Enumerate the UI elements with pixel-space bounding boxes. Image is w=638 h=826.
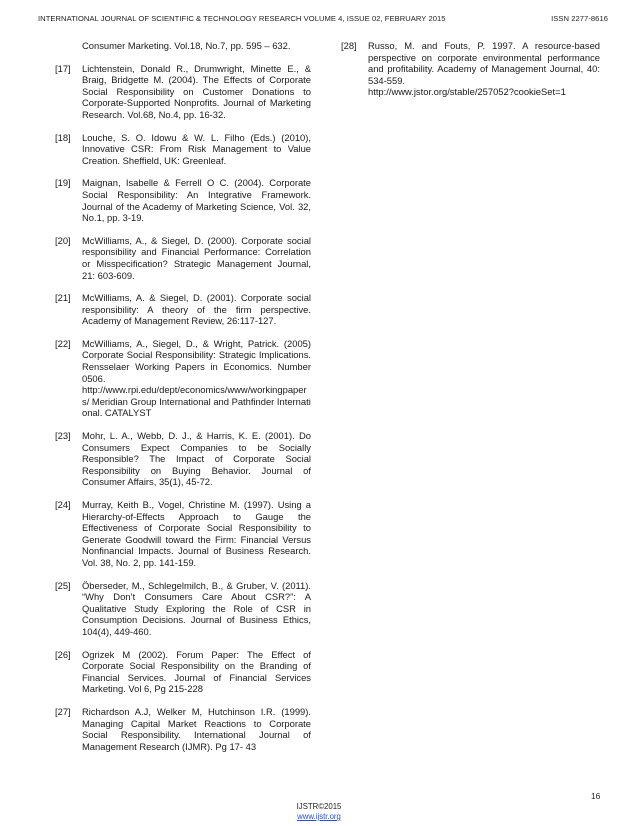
page-footer <box>0 802 638 822</box>
right-column <box>341 40 600 109</box>
reference-text: Consumer Marketing. Vol.18, No.7, pp. 595 – 632. <box>82 40 291 51</box>
reference-text: Louche, S. O. Idowu & W. L. Filho (Eds.) (2010), Innovative CSR: From Risk Management to Value Creation. Sheffield, UK: Greenleaf. <box>82 131 311 166</box>
reference-number: [27] <box>55 705 71 717</box>
reference-text: Richardson A.J, Welker M, Hutchinson I.R. (1999). Managing Capital Market Reactions to Corporate Social Responsibility. International Journal of Management Research (IJMR). Pg 17- 43 <box>82 705 311 752</box>
reference-text: McWilliams, A. & Siegel, D. (2001). Corporate social responsibility: A theory of the firm perspective. Academy of Management Review, 26:117-127. <box>82 292 311 327</box>
reference-text: Öberseder, M., Schlegelmilch, B., & Gruber, V. (2011). “Why Don’t Consumers Care About CSR?”: A Qualitative Study Exploring the Role of CSR in Consumption Decisions. Journal of Business Ethics, 104(4), 449-460. <box>82 579 311 637</box>
reference-28 <box>341 40 600 98</box>
left-column <box>55 40 311 763</box>
reference-url[interactable]: http://www.rpi.edu/dept/economics/www/workingpapers/ Meridian Group International and Pathfinder International. CATALYST <box>82 384 311 419</box>
reference-number: [19] <box>55 177 71 189</box>
reference-text: Russo, M. and Fouts, P. 1997. A resource-based perspective on corporate environmental performance and profitability. Academy of Management Journal, 40: 534-559. <box>368 40 600 86</box>
reference-number: [20] <box>55 234 71 246</box>
reference-url[interactable]: http://www.jstor.org/stable/257052?cookieSet=1 <box>368 86 566 98</box>
reference-text: Maignan, Isabelle & Ferrell O C. (2004). Corporate Social Responsibility: An Integrative Framework. Journal of the Academy of Marketing Science, Vol. 32, No.1, pp. 3-19. <box>82 177 311 224</box>
reference-number: [24] <box>55 499 71 510</box>
reference-27 <box>55 706 311 752</box>
reference-26 <box>55 649 311 695</box>
reference-25 <box>55 580 311 638</box>
reference-text: Mohr, L. A., Webb, D. J., & Harris, K. E. (2001). Do Consumers Expect Companies to be Socially Responsible? The Impact of Corporate Social Responsibility on Buying Behavior. Journal of Consumer Affairs, 35(1), 45-72. <box>82 430 311 488</box>
website-link[interactable]: www.ijstr.org <box>297 812 341 821</box>
reference-text: Lichtenstein, Donald R., Drumwright, Minette E., & Braig, Bridgette M. (2004). The Effects of Corporate Social Responsibility on Customer Donations to Corporate-Supported Nonprofits. Journal of Marketing Research. Vol.68, No.4, pp. 16-32. <box>82 62 311 120</box>
reference-continuation <box>55 40 311 52</box>
reference-20 <box>55 235 311 281</box>
reference-text: Ogrizek M (2002). Forum Paper: The Effect of Corporate Social Responsibility on the Branding of Financial Services. Journal of Financial Services Marketing. Vol 6, Pg 215-228 <box>82 648 311 695</box>
reference-text: McWilliams, A., & Siegel, D. (2000). Corporate social responsibility and Financial Performance: Correlation or Misspecification? Strategic Management Journal, 21: 603-609. <box>82 234 311 281</box>
reference-number: [23] <box>55 430 71 442</box>
reference-18 <box>55 132 311 167</box>
reference-number: [25] <box>55 579 71 591</box>
page-number: 16 <box>591 791 601 801</box>
reference-text: McWilliams, A., Siegel, D., & Wright, Patrick. (2005) Corporate Social Responsibility: Strategic Implications. Rensselaer Working Papers in Economics. Number 0506. <box>82 337 311 384</box>
reference-number: [22] <box>55 337 71 349</box>
reference-text: Murray, Keith B., Vogel, Christine M. (1997). Using a Hierarchy-of-Effects Approach to Gauge the Effectiveness of Corporate Social Responsibility to Generate Goodwill toward the Firm: Financial Versus Nonfinancial Impacts. Journal of Business Research. Vol. 38, No. 2, pp. 141-159. <box>82 499 311 568</box>
reference-23 <box>55 430 311 488</box>
reference-19 <box>55 177 311 223</box>
reference-17 <box>55 63 311 121</box>
reference-number: [17] <box>55 62 71 74</box>
reference-number: [18] <box>55 131 71 143</box>
reference-number: [21] <box>55 292 71 304</box>
reference-22 <box>55 338 311 419</box>
running-header <box>38 14 608 23</box>
copyright-notice: IJSTR©2015 <box>296 802 342 811</box>
reference-24 <box>55 499 311 569</box>
reference-number: [26] <box>55 648 71 660</box>
reference-number: [28] <box>341 40 357 51</box>
journal-title: INTERNATIONAL JOURNAL OF SCIENTIFIC & TECHNOLOGY RESEARCH VOLUME 4, ISSUE 02, FEBRUARY 2015 <box>38 14 446 23</box>
reference-21 <box>55 292 311 327</box>
issn: ISSN 2277-8616 <box>551 14 608 23</box>
